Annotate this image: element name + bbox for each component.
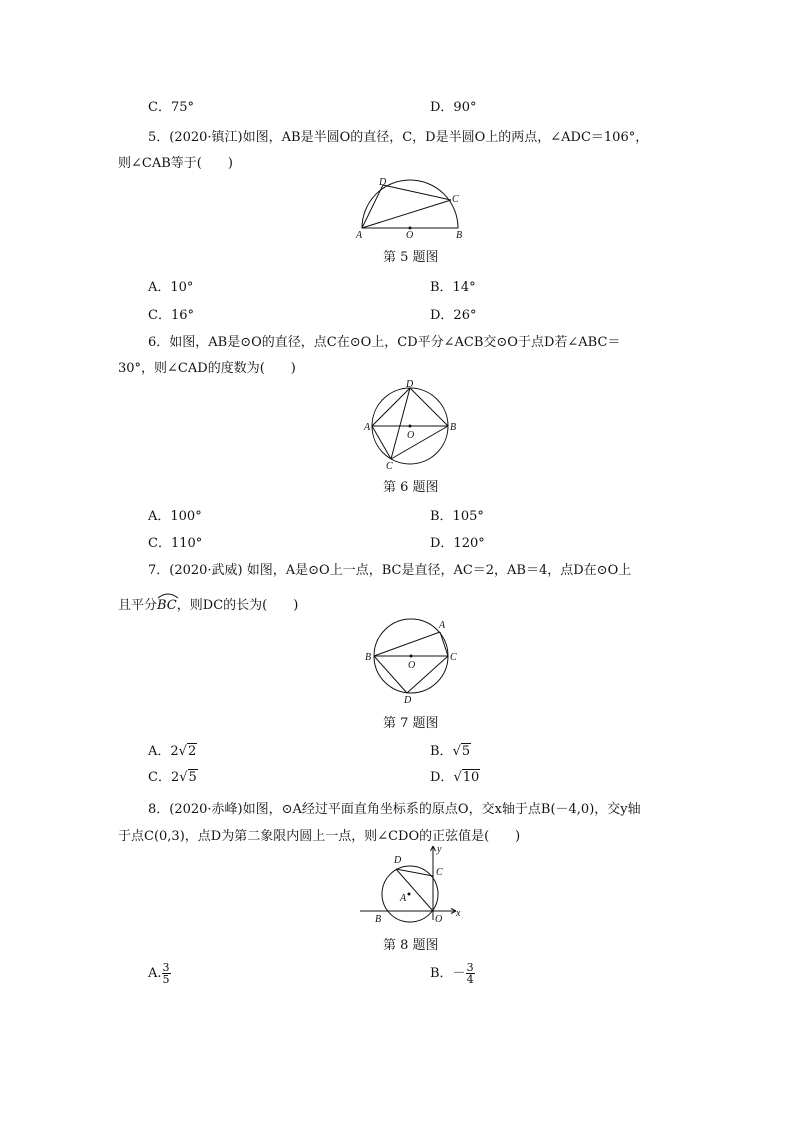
q7-arc-bc xyxy=(157,598,177,613)
sqrt-icon: √ xyxy=(452,744,461,759)
q5-stem-line2: 则∠CAB等于( ) xyxy=(118,156,233,171)
q7-option-d xyxy=(430,766,480,785)
q8-option-a-numerator: 3 xyxy=(162,961,170,974)
sqrt-icon: √ xyxy=(179,770,188,785)
q8-label-a: A xyxy=(400,893,407,904)
q7-option-b-radicand: 5 xyxy=(461,744,471,759)
q6-stem-line2: 30°，则∠CAD的度数为( ) xyxy=(118,361,296,376)
q5-caption: 第 5 题图 xyxy=(383,250,439,265)
q8-option-b-numerator: 3 xyxy=(466,961,474,974)
q8-label-b: B xyxy=(375,914,382,924)
q7-option-b xyxy=(430,740,471,759)
q8-option-b-denominator: 4 xyxy=(466,973,474,986)
q8-label-c: C xyxy=(436,867,443,878)
q8-option-a-prefix: A. xyxy=(148,966,162,981)
q8-label-o: O xyxy=(435,914,443,924)
q5-label-d: D xyxy=(379,177,387,188)
q7-option-a xyxy=(148,740,197,759)
q6-label-c: C xyxy=(386,461,393,470)
q7-stem-line2-suffix: ，则DC的长为( ) xyxy=(176,598,299,613)
q6-caption: 第 6 题图 xyxy=(383,480,439,495)
q7-option-c xyxy=(148,766,198,785)
q7-option-a-prefix: A．2 xyxy=(148,744,179,759)
q5-label-c: C xyxy=(452,194,459,205)
q6-option-d: D．120° xyxy=(430,536,485,551)
sqrt-icon: √ xyxy=(178,744,187,759)
q7-stem-line2 xyxy=(118,594,298,613)
q8-option-b xyxy=(430,962,475,985)
q7-label-b: B xyxy=(365,652,372,663)
q8-option-a xyxy=(148,962,171,985)
q6-option-c: C．110° xyxy=(148,536,203,551)
q8-label-x: x xyxy=(456,908,461,919)
q7-label-o: O xyxy=(408,660,416,671)
q5-label-o: O xyxy=(406,230,414,241)
q7-label-c: C xyxy=(450,652,457,663)
q8-caption: 第 8 题图 xyxy=(383,938,439,953)
sqrt-icon: √ xyxy=(453,770,462,785)
q5-option-b: B．14° xyxy=(430,280,476,295)
q6-label-o: O xyxy=(407,430,415,441)
q4-option-c: C．75° xyxy=(148,100,194,115)
q7-label-a: A xyxy=(439,620,446,631)
q5-figure xyxy=(350,172,470,242)
q8-label-y: y xyxy=(437,844,442,855)
q8-stem-line2: 于点C(0,3)，点D为第二象限内圆上一点，则∠CDO的正弦值是( ) xyxy=(118,829,521,844)
q8-option-a-fraction xyxy=(162,962,171,985)
q5-option-d: D．26° xyxy=(430,308,477,323)
q7-label-d: D xyxy=(404,695,412,706)
q5-label-a: A xyxy=(356,230,363,241)
q7-arc-label: BC xyxy=(157,598,177,613)
q5-label-b: B xyxy=(456,230,463,241)
q7-stem-line2-prefix: 且平分 xyxy=(118,598,158,613)
q7-option-b-prefix: B． xyxy=(430,744,453,759)
arc-icon xyxy=(157,591,179,599)
q6-option-a: A．100° xyxy=(148,509,202,524)
q4-option-d: D．90° xyxy=(430,100,477,115)
q8-label-d: D xyxy=(394,855,402,866)
q5-option-a: A．10° xyxy=(148,280,194,295)
q6-label-b: B xyxy=(450,422,457,433)
q7-option-d-radicand: 10 xyxy=(462,770,480,785)
q7-option-a-radicand: 2 xyxy=(187,744,197,759)
q8-figure xyxy=(356,842,466,924)
q6-stem-line1: 6．如图，AB是⊙O的直径，点C在⊙O上，CD平分∠ACB交⊙O于点D若∠ABC＝ xyxy=(148,335,621,350)
q7-figure xyxy=(360,614,464,706)
q7-stem-line1: 7．(2020·武威) 如图，A是⊙O上一点，BC是直径，AC＝2，AB＝4，点D在⊙O上 xyxy=(148,563,632,578)
q8-option-b-prefix: B．－ xyxy=(430,966,466,981)
q5-stem-line1: 5．(2020·镇江)如图，AB是半圆O的直径，C，D是半圆O上的两点，∠ADC＝106°， xyxy=(148,130,649,145)
q7-option-c-radicand: 5 xyxy=(188,770,197,785)
q6-label-d: D xyxy=(406,379,414,390)
q8-stem-line1: 8．(2020·赤峰)如图，⊙A经过平面直角坐标系的原点O，交x轴于点B(－4,0)，交y轴 xyxy=(148,802,641,817)
q6-label-a: A xyxy=(364,422,371,433)
q7-option-d-prefix: D． xyxy=(430,770,454,785)
q8-option-a-denominator: 5 xyxy=(162,973,170,986)
q6-option-b: B．105° xyxy=(430,509,484,524)
q8-option-b-fraction xyxy=(466,962,475,985)
q5-option-c: C．16° xyxy=(148,308,194,323)
q7-option-c-prefix: C．2 xyxy=(148,770,180,785)
q6-figure xyxy=(360,378,460,470)
q7-caption: 第 7 题图 xyxy=(383,716,439,731)
